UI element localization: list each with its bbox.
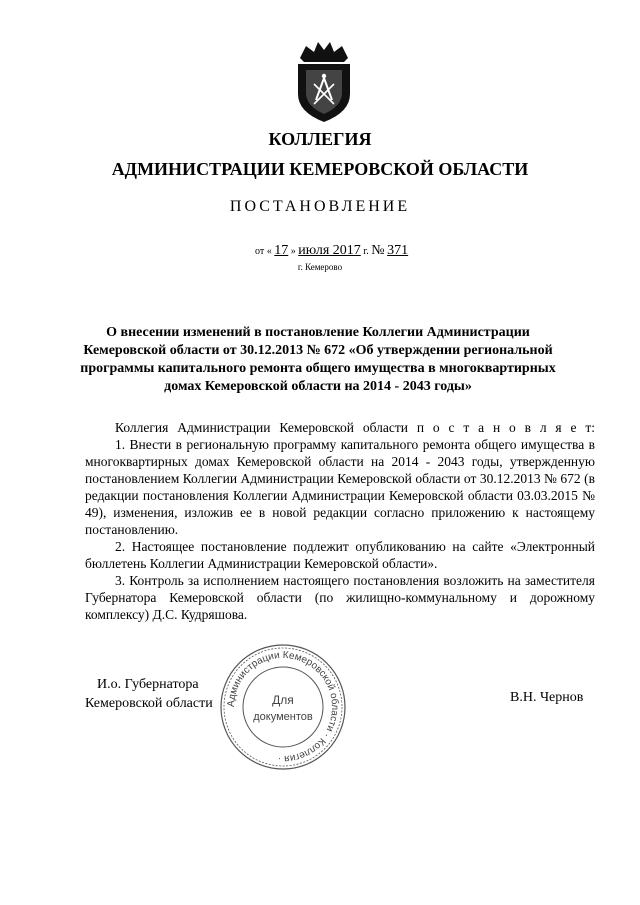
document-body xyxy=(85,419,595,623)
paragraph-item-3: 3. Контроль за исполнением настоящего постановления возложить на заместителя Губернатора Кемеровской области (по жилищно-коммунальному и дорожному комплексу) Д.С. Кудряшова. xyxy=(85,573,595,622)
date-year-suffix: г. xyxy=(363,246,369,257)
signatory-name: В.Н. Чернов xyxy=(510,690,584,705)
coat-of-arms-emblem xyxy=(294,38,354,124)
document-heading: О внесении изменений в постановление Коллегии Администрации Кемеровской области от 30.12.2013 № 672 «Об утверждении региональной программы капитального ремонта общего имущества в многоквартирных домах Кемеровской области на 2014 - 2043 годы» xyxy=(80,325,556,394)
date-quote-close: » xyxy=(290,246,296,257)
org-title-line1: КОЛЛЕГИЯ xyxy=(268,129,372,149)
stamp-center-line1: Для xyxy=(272,693,294,707)
position-line-2: Кемеровской области xyxy=(85,696,213,711)
signatory-position xyxy=(85,675,213,713)
date-month-year: июля 2017 xyxy=(298,243,361,258)
document-number: 371 xyxy=(387,243,409,258)
number-sign: № xyxy=(371,243,385,258)
stamp-center-line2: документов xyxy=(253,711,313,723)
official-stamp xyxy=(218,642,348,772)
intro-paragraph: Коллегия Администрации Кемеровской области п о с т а н о в л я е т: xyxy=(115,420,595,435)
date-prefix: от « xyxy=(255,246,272,257)
org-title-line2: АДМИНИСТРАЦИИ КЕМЕРОВСКОЙ ОБЛАСТИ xyxy=(111,159,529,179)
document-type: ПОСТАНОВЛЕНИЕ xyxy=(229,198,411,215)
date-day: 17 xyxy=(274,243,289,258)
stamp-ring-text: Администрации Кемеровской области · Коллегия · xyxy=(225,649,341,765)
paragraph-item-1: 1. Внести в региональную программу капитального ремонта общего имущества в многоквартирных домах Кемеровской области на 2014 - 2043 годы, утвержденную постановлением Коллегии Администрации Кемеровской области от 30.12.2013 № 672 (в редакции постановления Коллегии Администрации Кемеровской области 03.03.2015 № 49), изменения, изложив ее в новой редакции согласно приложению к настоящему постановлению. xyxy=(85,437,595,537)
paragraph-item-2: 2. Настоящее постановление подлежит опубликованию на сайте «Электронный бюллетень Коллегии Администрации Кемеровской области». xyxy=(85,539,595,571)
date-number-line xyxy=(255,243,408,259)
position-line-1: И.о. Губернатора xyxy=(97,677,199,692)
city-label: г. Кемерово xyxy=(297,262,343,272)
